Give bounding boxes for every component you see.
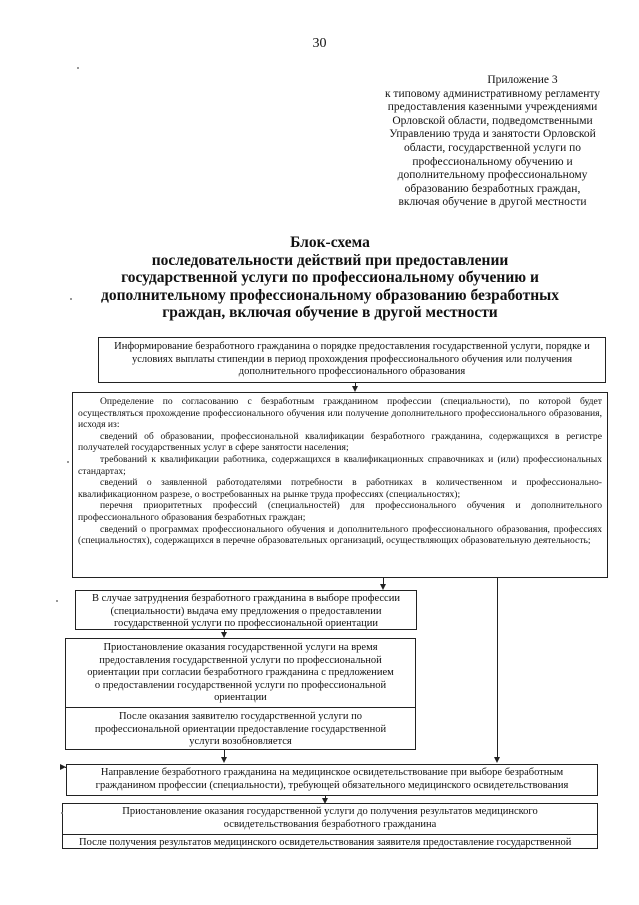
title-line: государственной услуги по профессиональному обучению и	[121, 269, 539, 286]
arrow-down-icon	[221, 757, 227, 763]
determine-intro: Определение по согласованию с безработным гражданином профессии (специальности), по которой будет осуществляться прохождение профессионального обучения или получение дополнительного профессионального образования, исходя из:	[78, 396, 602, 431]
after-medical-text: После получения результатов медицинского освидетельствования заявителя предоставление государственной	[79, 837, 572, 848]
appendix-line: включая обучение в другой местности	[398, 196, 587, 209]
appendix-line: образованию безработных граждан,	[404, 182, 581, 195]
scan-speck	[61, 812, 63, 814]
medical-text: Направление безработного гражданина на медицинское освидетельствование при выборе безработным гражданином профессии (специальности), требующей обязательного медицинского освидетельствования	[95, 767, 569, 791]
appendix-line: профессиональному обучению и	[412, 155, 573, 168]
scan-speck	[70, 298, 72, 300]
difficulty-box	[75, 590, 417, 630]
inform-text: Информирование безработного гражданина о порядке предоставления государственной услуги, порядке и условиях выплаты стипендии в период прохождения профессионального обучения или получения дополнительного профессионального образования	[114, 341, 590, 378]
inform-box	[98, 337, 606, 383]
determine-item: сведений о заявленной работодателями потребности в работниках в количественном и профессионально-квалификационном разрезе, о востребованных на рынке труда профессиях (специальностях);	[78, 477, 602, 500]
suspend-orientation-text: Приостановление оказания государственной услуги на время предоставления государственной услуги по профессиональной ориентации при согласии безработного гражданина с предложением о предоставлении государственной услуги по профессиональной ориентации	[66, 639, 415, 708]
appendix-line: дополнительному профессиональному	[397, 169, 588, 182]
flowchart-title	[60, 234, 600, 322]
connector-line	[497, 578, 498, 761]
suspend-medical-text: Приостановление оказания государственной услуги до получения результатов медицинского освидетельствования безработного гражданина	[63, 804, 597, 835]
appendix-line: предоставления казенными учреждениями	[387, 101, 598, 114]
determine-item: сведений об образовании, профессиональной квалификации безработного гражданина, содержащихся в регистре получателей государственных услуг в сфере занятости населения;	[78, 430, 602, 454]
difficulty-text: В случае затруднения безработного гражданина в выборе профессии (специальности) выдача ему предложения о предоставлении государственной услуги по профессиональной ориентации	[92, 593, 400, 630]
resume-orientation-text: После оказания заявителю государственной услуги по профессиональной ориентации предоставление государственной услуги возобновляется	[94, 711, 387, 748]
appendix-line: Управлению труда и занятости Орловской	[389, 128, 596, 141]
determine-item: сведений о программах профессионального обучения и дополнительного профессионального образования, профессиях (специальностях), содержащихся в перечне образовательных организаций, осуществляющих образовательную деятельность;	[78, 523, 602, 547]
medical-box	[66, 764, 598, 796]
appendix-line: области, государственной услуги по	[403, 141, 582, 154]
scan-speck	[77, 67, 79, 69]
appendix-line: Орловской области, подведомственными	[392, 114, 593, 127]
determine-item: требований к квалификации работника, содержащихся в квалификационных справочниках и (или) профессиональных стандартах;	[78, 453, 602, 477]
appendix-heading: Приложение 3	[487, 74, 558, 86]
title-line: граждан, включая обучение в другой местности	[162, 304, 498, 321]
arrow-down-icon	[494, 757, 500, 763]
scan-speck	[67, 461, 69, 463]
title-line: дополнительному профессиональному образованию безработных	[101, 286, 559, 304]
appendix-line: к типовому административному регламенту	[384, 87, 601, 100]
title-line: последовательности действий при предоставлении	[151, 251, 509, 269]
page-number: 30	[312, 36, 327, 51]
appendix-block	[360, 74, 625, 210]
title-line: Блок-схема	[290, 234, 370, 251]
determine-item: перечня приоритетных профессий (специальностей) для профессионального обучения и дополнительного профессионального образования безработных граждан;	[78, 500, 602, 523]
suspend-medical-box	[62, 803, 598, 849]
determine-box	[72, 392, 608, 578]
orientation-box	[65, 638, 416, 750]
scan-speck	[56, 600, 58, 602]
